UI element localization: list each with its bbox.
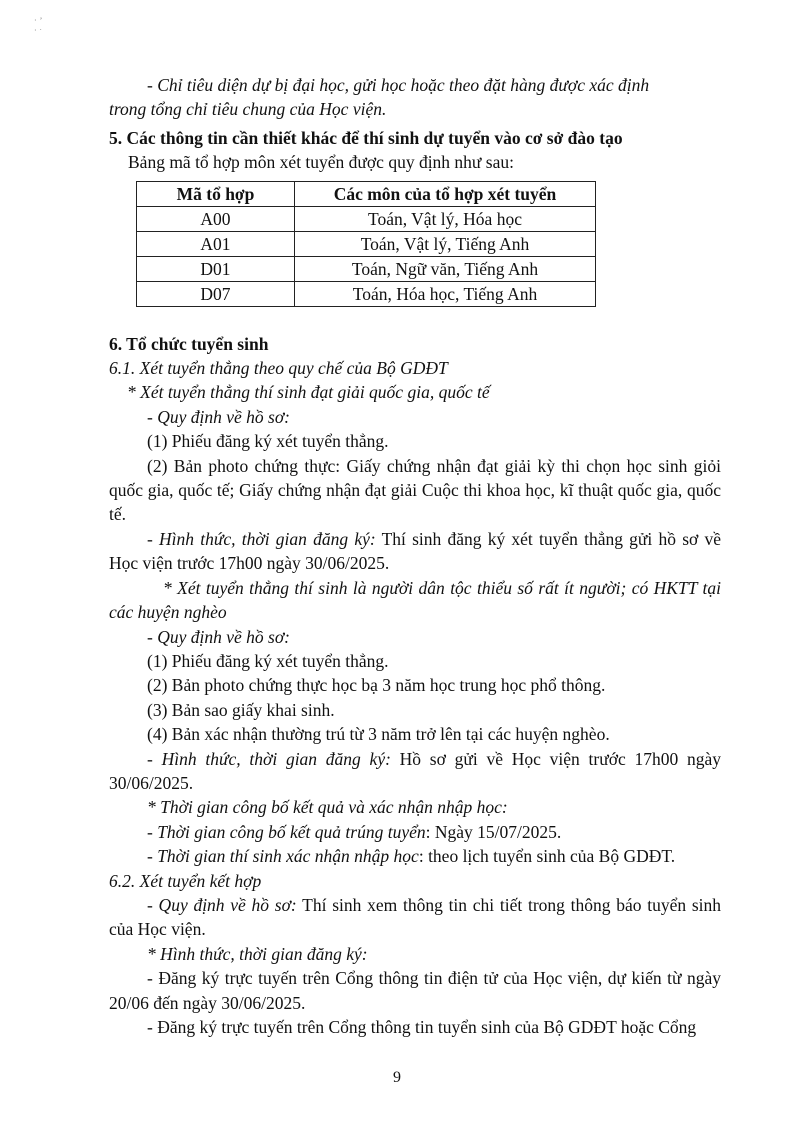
s62-docs-text: Thí sinh xem thông tin chi tiết trong thông báo tuyển sinh của Học viện. — [109, 894, 722, 940]
s61-sub2-doc1: (1) Phiếu đăng ký xét tuyển thẳng. — [147, 650, 389, 671]
s61-confirm-label: - Thời gian thí sinh xác nhận nhập học — [147, 846, 419, 867]
s61-sub3-heading: * Thời gian công bố kết quả và xác nhận nhập học: — [147, 797, 508, 818]
section5-heading: 5. Các thông tin cần thiết khác để thí sinh dự tuyển vào cơ sở đào tạo — [109, 127, 623, 148]
s61-confirm-date — [109, 844, 721, 868]
s61-result-label: - Thời gian công bố kết quả trúng tuyển — [147, 821, 426, 842]
s61-sub1-reg-label: - Hình thức, thời gian đăng ký: — [147, 528, 376, 549]
s61-result-date — [109, 820, 721, 844]
table-cell-subjects: Toán, Ngữ văn, Tiếng Anh — [295, 256, 596, 281]
table-cell-subjects: Toán, Vật lý, Tiếng Anh — [295, 231, 596, 256]
table-cell-code: A00 — [137, 206, 295, 231]
quota-note-line1: - Chỉ tiêu diện dự bị đại học, gửi học hoặc theo đặt hàng được xác định — [147, 75, 650, 95]
s61-sub2-doc3: (3) Bản sao giấy khai sinh. — [147, 699, 335, 720]
s61-sub2-doc4: (4) Bản xác nhận thường trú từ 3 năm trở lên tại các huyện nghèo. — [147, 724, 610, 745]
s62-docs — [109, 893, 721, 942]
s61-sub1-doc1: (1) Phiếu đăng ký xét tuyển thẳng. — [147, 431, 389, 452]
subject-combination-table — [136, 181, 596, 307]
page-number: 9 — [393, 1069, 401, 1086]
s61-sub2-doc2: (2) Bản photo chứng thực học bạ 3 năm học trung học phổ thông. — [147, 675, 606, 696]
s62-reg1: - Đăng ký trực tuyến trên Cổng thông tin điện tử của Học viện, dự kiến từ ngày 20/06 đến ngày 30/06/2025. — [109, 968, 721, 1013]
s62-docs-label: - Quy định về hồ sơ: — [147, 894, 297, 915]
s61-result-text: : Ngày 15/07/2025. — [425, 821, 562, 842]
quota-note-line2: trong tổng chỉ tiêu chung của Học viện. — [109, 99, 387, 120]
s61-sub1-registration — [109, 527, 721, 576]
table-row — [137, 256, 596, 281]
table-cell-code: D01 — [137, 256, 295, 281]
s61-confirm-text: : theo lịch tuyển sinh của Bộ GDĐT. — [418, 846, 676, 867]
table-row — [137, 231, 596, 256]
s61-sub1-reg-text: Thí sinh đăng ký xét tuyển thẳng gửi hồ sơ về Học viện trước 17h00 ngày 30/06/2025. — [109, 528, 721, 574]
s62-reg-heading: * Hình thức, thời gian đăng ký: — [147, 943, 368, 964]
page-content — [109, 73, 721, 1039]
s61-sub2-reg-text: Hồ sơ gửi về Học viện trước 17h00 ngày 30/06/2025. — [109, 748, 721, 793]
s61-sub1-heading: * Xét tuyển thẳng thí sinh đạt giải quốc gia, quốc tế — [127, 382, 490, 403]
s61-sub1-docs-label: - Quy định về hồ sơ: — [147, 406, 290, 427]
table-cell-subjects: Toán, Hóa học, Tiếng Anh — [295, 281, 596, 306]
table-header-code: Mã tổ hợp — [137, 181, 295, 206]
table-header-row — [137, 181, 596, 206]
table-cell-code: D07 — [137, 281, 295, 306]
s62-reg2: - Đăng ký trực tuyến trên Cổng thông tin tuyển sinh của Bộ GDĐT hoặc Cổng — [147, 1017, 697, 1037]
table-row — [137, 281, 596, 306]
table-intro: Bảng mã tổ hợp môn xét tuyển được quy định như sau: — [128, 152, 514, 173]
table-header-subjects: Các môn của tổ hợp xét tuyển — [295, 181, 596, 206]
section61-heading: 6.1. Xét tuyển thẳng theo quy chế của Bộ GDĐT — [109, 358, 448, 379]
table-cell-code: A01 — [137, 231, 295, 256]
s61-sub2-docs-label: - Quy định về hồ sơ: — [147, 626, 290, 647]
s61-sub2-registration — [109, 747, 721, 796]
s61-sub2-heading: * Xét tuyển thẳng thí sinh là người dân tộc thiểu số rất ít người; có HKTT tại các huyện nghèo — [109, 577, 721, 623]
s61-sub1-doc2: (2) Bản photo chứng thực: Giấy chứng nhận đạt giải kỳ thi chọn học sinh giỏi quốc gia, quốc tế; Giấy chứng nhận đạt giải Cuộc thi khoa học, kĩ thuật quốc gia, quốc tế. — [109, 455, 721, 525]
s61-sub2-reg-label: - Hình thức, thời gian đăng ký: — [147, 748, 391, 769]
section62-heading: 6.2. Xét tuyển kết hợp — [109, 870, 262, 891]
section6-heading: 6. Tổ chức tuyển sinh — [109, 333, 269, 354]
table-cell-subjects: Toán, Vật lý, Hóa học — [295, 206, 596, 231]
scan-specks: ·ʼ ·ˑ — [34, 16, 46, 35]
table-row — [137, 206, 596, 231]
